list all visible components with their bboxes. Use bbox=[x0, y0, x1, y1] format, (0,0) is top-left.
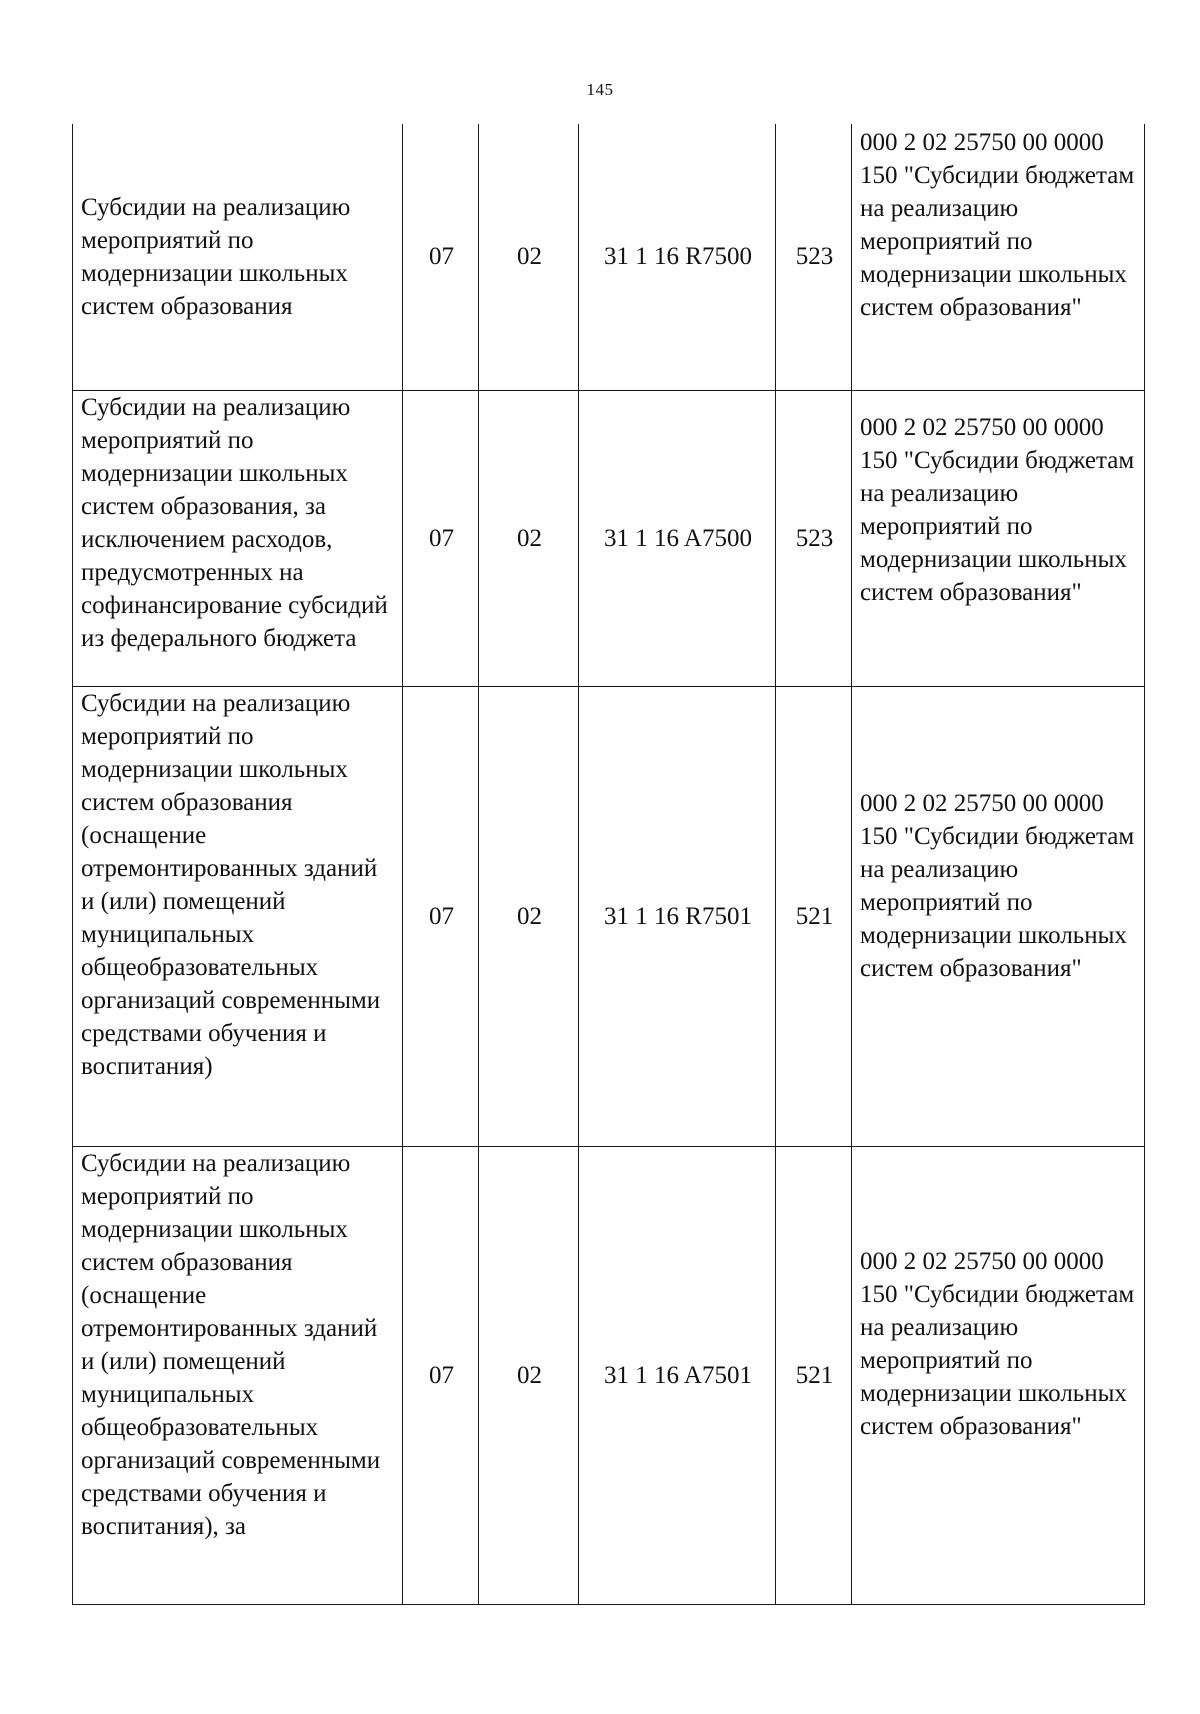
target-article-cell: 31 1 16 R7501 bbox=[579, 686, 776, 1146]
section-cell: 07 bbox=[403, 686, 479, 1146]
subsection-cell: 02 bbox=[479, 1146, 579, 1604]
expense-name-cell: Субсидии на реализацию мероприятий по модернизации школьных систем образования (оснащение отремонтированных зданий и (или) помещений муниципальных общеобразовательных организаций современными средствами обучения и воспитания), за bbox=[73, 1146, 403, 1604]
page-number: 145 bbox=[586, 80, 614, 99]
subsection-cell: 02 bbox=[479, 390, 579, 686]
revenue-code-cell: 000 2 02 25750 00 0000 150 "Субсидии бюджетам на реализацию мероприятий по модернизации школьных систем образования" bbox=[852, 686, 1145, 1146]
table-row bbox=[73, 124, 1145, 390]
expense-type-cell: 521 bbox=[776, 686, 852, 1146]
table-row bbox=[73, 686, 1145, 1146]
section-cell: 07 bbox=[403, 1146, 479, 1604]
table-row bbox=[73, 1146, 1145, 1604]
target-article-cell: 31 1 16 A7501 bbox=[579, 1146, 776, 1604]
target-article-cell: 31 1 16 R7500 bbox=[579, 124, 776, 390]
subsection-cell: 02 bbox=[479, 124, 579, 390]
expense-type-cell: 523 bbox=[776, 390, 852, 686]
table-row bbox=[73, 390, 1145, 686]
target-article-cell: 31 1 16 A7500 bbox=[579, 390, 776, 686]
revenue-code-cell: 000 2 02 25750 00 0000 150 "Субсидии бюджетам на реализацию мероприятий по модернизации школьных систем образования" bbox=[852, 390, 1145, 686]
subsection-cell: 02 bbox=[479, 686, 579, 1146]
budget-table bbox=[72, 124, 1145, 1605]
section-cell: 07 bbox=[403, 124, 479, 390]
expense-name-cell: Субсидии на реализацию мероприятий по модернизации школьных систем образования (оснащение отремонтированных зданий и (или) помещений муниципальных общеобразовательных организаций современными средствами обучения и воспитания) bbox=[73, 686, 403, 1146]
section-cell: 07 bbox=[403, 390, 479, 686]
expense-type-cell: 521 bbox=[776, 1146, 852, 1604]
revenue-code-cell: 000 2 02 25750 00 0000 150 "Субсидии бюджетам на реализацию мероприятий по модернизации школьных систем образования" bbox=[852, 124, 1145, 390]
expense-type-cell: 523 bbox=[776, 124, 852, 390]
revenue-code-cell: 000 2 02 25750 00 0000 150 "Субсидии бюджетам на реализацию мероприятий по модернизации школьных систем образования" bbox=[852, 1146, 1145, 1604]
expense-name-cell: Субсидии на реализацию мероприятий по модернизации школьных систем образования bbox=[73, 124, 403, 390]
expense-name-cell: Субсидии на реализацию мероприятий по модернизации школьных систем образования, за исключением расходов, предусмотренных на софинансирование субсидий из федерального бюджета bbox=[73, 390, 403, 686]
